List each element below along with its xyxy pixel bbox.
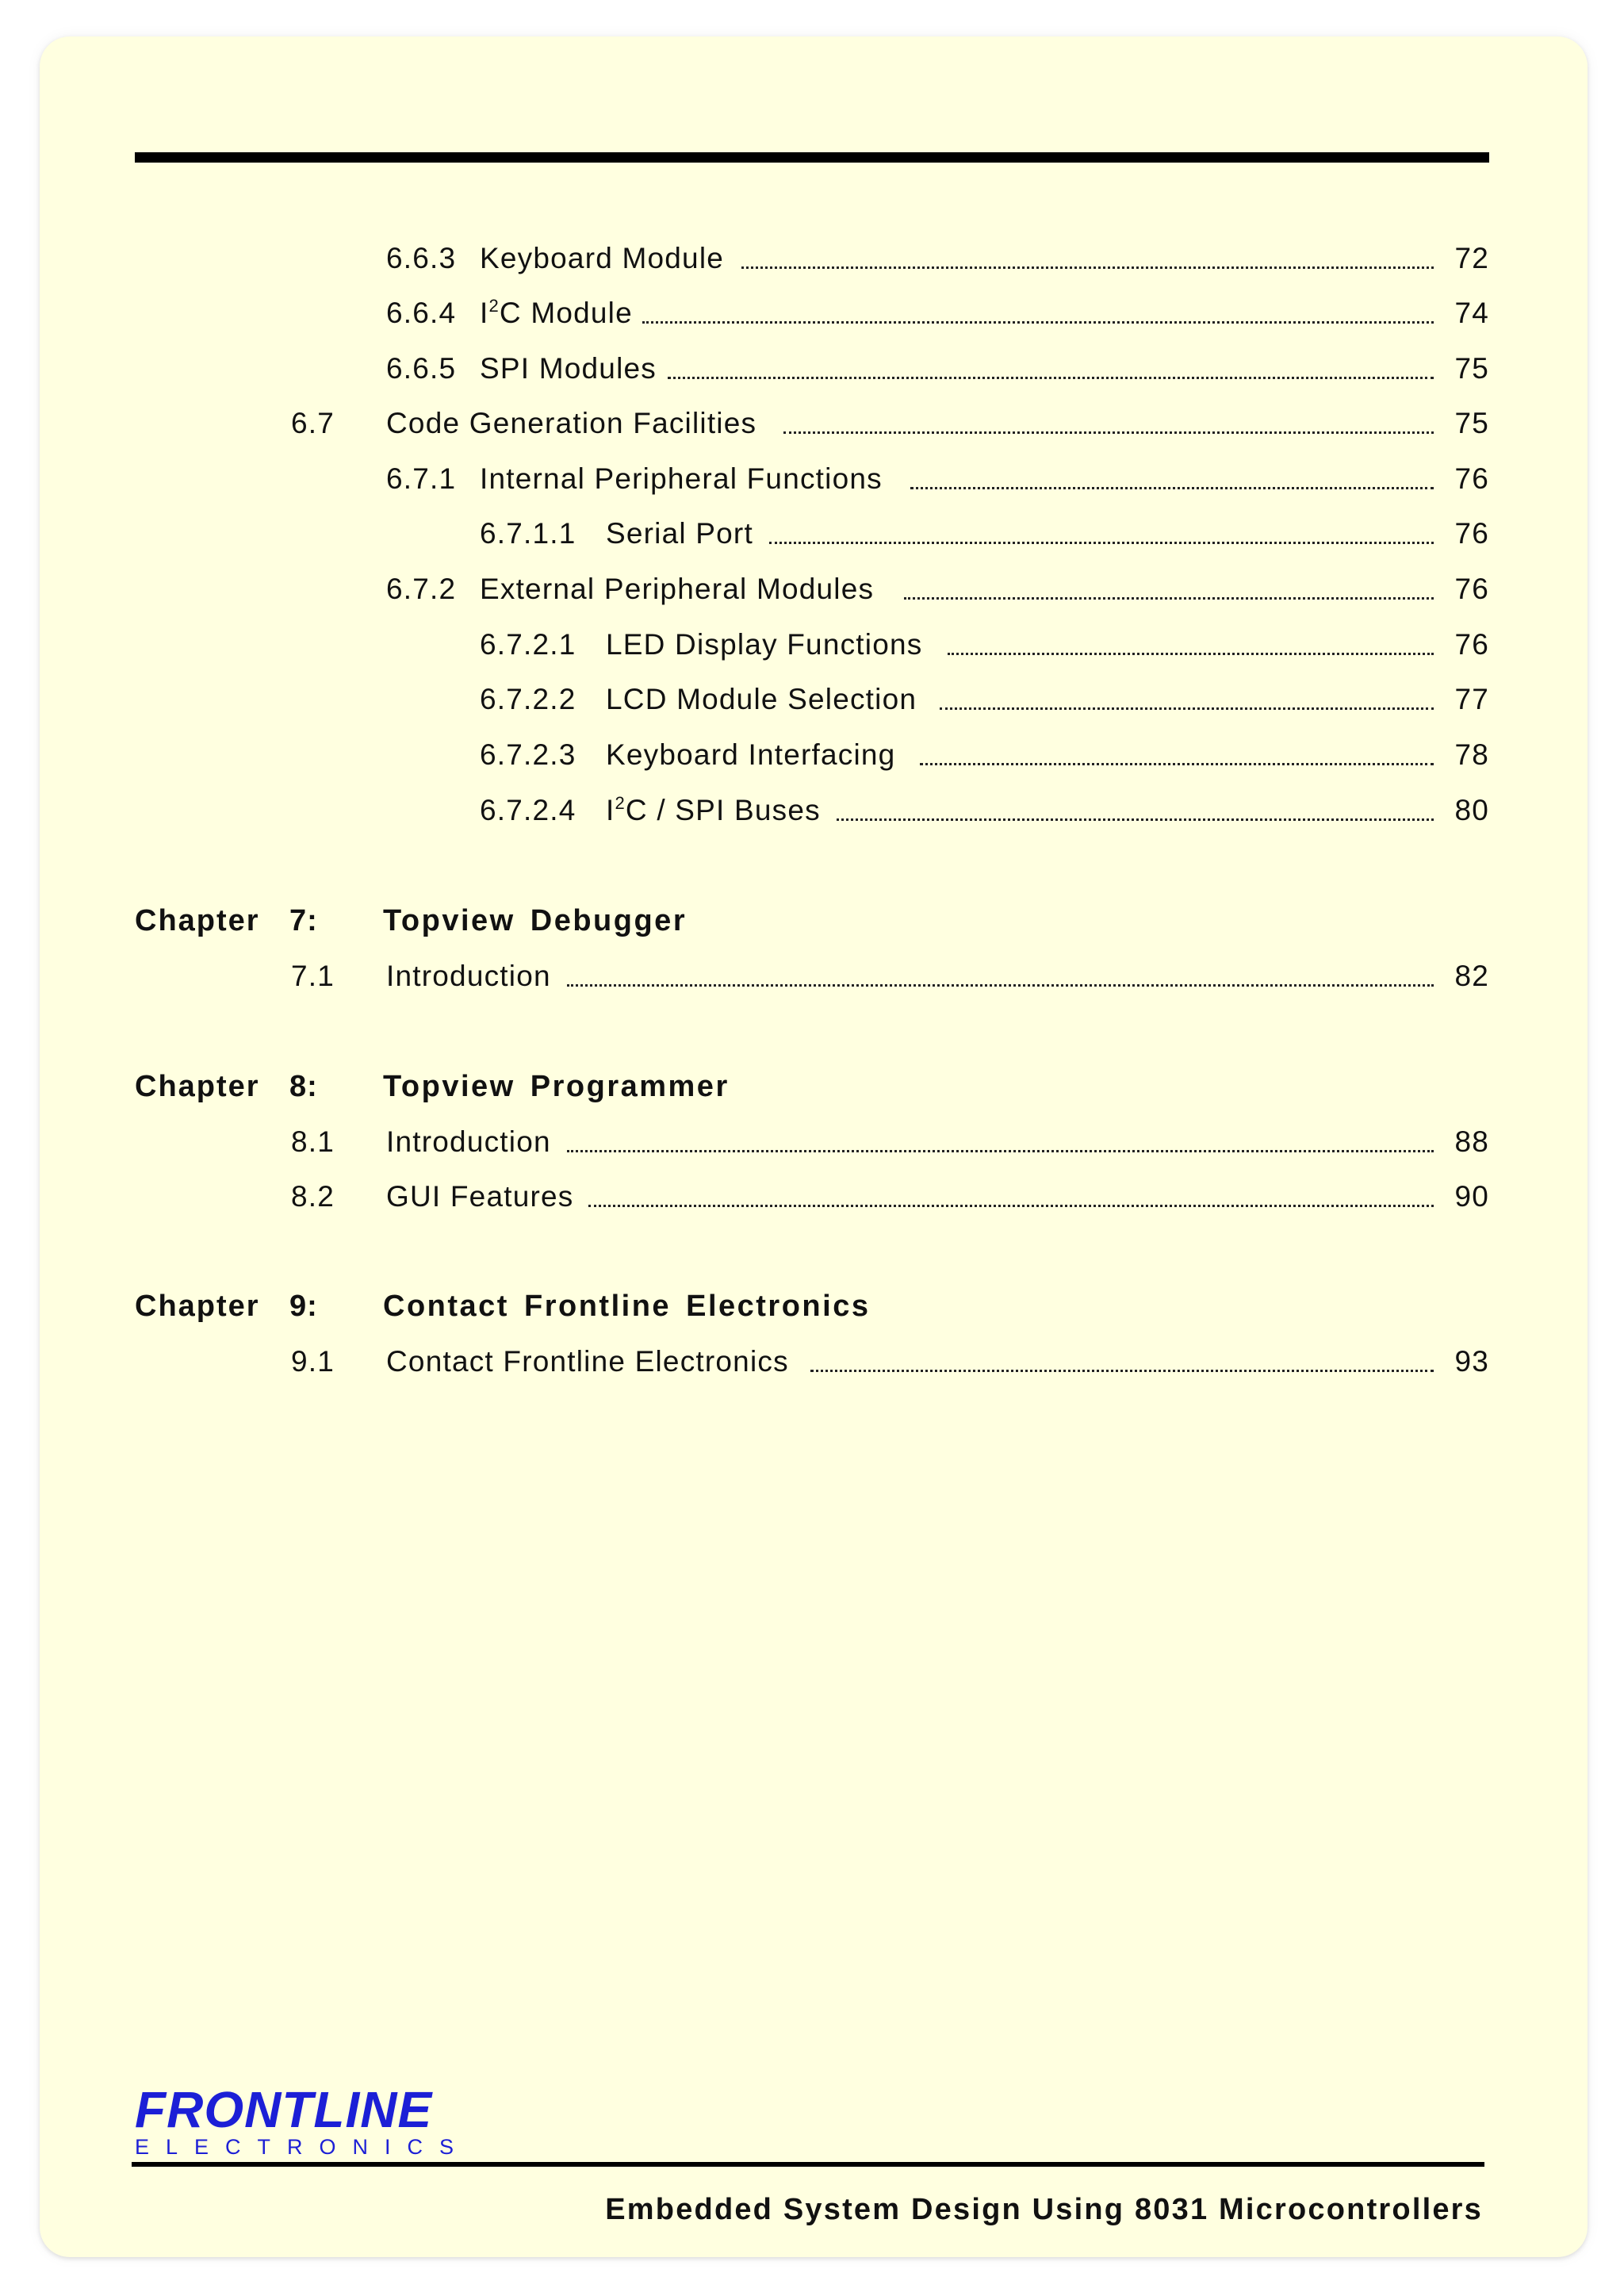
section-title: Introduction [386, 960, 551, 992]
section-title: Keyboard Interfacing [606, 738, 896, 771]
page-number: 78 [1448, 736, 1489, 774]
logo-subtitle: ELECTRONICS [135, 2135, 471, 2159]
section-title: Contact Frontline Electronics [386, 1345, 789, 1378]
toc-entry[interactable] [0, 626, 1624, 664]
dot-leader [642, 321, 1434, 324]
chapter-label: Chapter [135, 904, 260, 937]
chapter-number: 8: [289, 1070, 318, 1103]
chapter-title: Contact Frontline Electronics [383, 1290, 871, 1323]
chapter-heading[interactable] [0, 1068, 1624, 1106]
page-number: 76 [1448, 626, 1489, 664]
section-title: External Peripheral Modules [480, 573, 875, 605]
section-number: 6.7.1.1 [480, 517, 576, 550]
toc-entry[interactable] [0, 515, 1624, 553]
section-number: 6.7.2.1 [480, 628, 576, 661]
page-number: 76 [1448, 460, 1489, 498]
chapter-title: Topview Debugger [383, 904, 688, 937]
page-number: 82 [1448, 957, 1489, 995]
dot-leader [948, 653, 1434, 655]
toc-entry[interactable] [0, 350, 1624, 388]
dot-leader [837, 818, 1434, 821]
dot-leader [567, 1150, 1434, 1152]
page-number: 77 [1448, 680, 1489, 719]
dot-leader [810, 1370, 1434, 1372]
section-title: GUI Features [386, 1180, 574, 1213]
toc-entry[interactable] [0, 680, 1624, 719]
toc-entry[interactable] [0, 404, 1624, 443]
book-title: Embedded System Design Using 8031 Microcontrollers [605, 2193, 1483, 2226]
page-number: 76 [1448, 515, 1489, 553]
section-number: 6.6.3 [386, 242, 457, 274]
page-number: 88 [1448, 1123, 1489, 1161]
section-number: 6.7 [291, 407, 335, 439]
section-title: Introduction [386, 1125, 551, 1158]
dot-leader [769, 542, 1434, 544]
section-title: SPI Modules [480, 352, 657, 385]
chapter-label: Chapter [135, 1290, 260, 1323]
toc-entry[interactable] [0, 294, 1624, 332]
page-number: 72 [1448, 240, 1489, 278]
section-number: 6.7.2 [386, 573, 457, 605]
section-number: 6.7.2.2 [480, 683, 576, 715]
chapter-heading[interactable] [0, 1287, 1624, 1325]
toc-entry[interactable] [0, 1178, 1624, 1216]
dot-leader [567, 984, 1434, 987]
frontline-logo [135, 2081, 471, 2159]
chapter-label: Chapter [135, 1070, 260, 1103]
dot-leader [904, 597, 1434, 600]
section-number: 8.1 [291, 1125, 335, 1158]
page-number: 93 [1448, 1343, 1489, 1381]
toc-entry[interactable] [0, 240, 1624, 278]
section-title: Serial Port [606, 517, 753, 550]
chapter-number: 7: [289, 904, 318, 937]
dot-leader [920, 763, 1434, 765]
dot-leader [910, 487, 1434, 489]
page-number: 80 [1448, 792, 1489, 830]
section-number: 7.1 [291, 960, 335, 992]
toc-entry[interactable] [0, 736, 1624, 774]
chapter-number: 9: [289, 1290, 318, 1323]
section-number: 6.7.2.4 [480, 794, 576, 826]
top-rule [135, 152, 1489, 163]
toc-entry[interactable] [0, 792, 1624, 830]
logo-wordmark: FRONTLINE [135, 2081, 433, 2138]
page-number: 74 [1448, 294, 1489, 332]
section-number: 9.1 [291, 1345, 335, 1378]
section-number: 6.7.2.3 [480, 738, 576, 771]
dot-leader [588, 1205, 1434, 1207]
section-title: Internal Peripheral Functions [480, 462, 883, 495]
chapter-title: Topview Programmer [383, 1070, 730, 1103]
section-title: $I^2C$ Module [480, 296, 633, 329]
page-number: 76 [1448, 570, 1489, 608]
toc-entry[interactable] [0, 1123, 1624, 1161]
page-number: 75 [1448, 404, 1489, 443]
chapter-heading[interactable] [0, 902, 1624, 940]
bottom-rule [132, 2162, 1484, 2167]
section-number: 6.6.4 [386, 297, 457, 329]
toc-entry[interactable] [0, 1343, 1624, 1381]
section-number: 6.7.1 [386, 462, 457, 495]
dot-leader [940, 707, 1434, 710]
section-number: 6.6.5 [386, 352, 457, 385]
section-title: Keyboard Module [480, 242, 725, 274]
dot-leader [668, 377, 1434, 379]
toc-entry[interactable] [0, 957, 1624, 995]
section-title: LED Display Functions [606, 628, 923, 661]
section-title: Code Generation Facilities [386, 407, 757, 439]
section-number: 8.2 [291, 1180, 335, 1213]
page-number: 75 [1448, 350, 1489, 388]
section-title: $I^2C$ / SPI Buses [606, 793, 821, 826]
dot-leader [741, 266, 1434, 269]
toc-entry[interactable] [0, 460, 1624, 498]
page-number: 90 [1448, 1178, 1489, 1216]
toc-entry[interactable] [0, 570, 1624, 608]
dot-leader [783, 431, 1434, 434]
section-title: LCD Module Selection [606, 683, 917, 715]
